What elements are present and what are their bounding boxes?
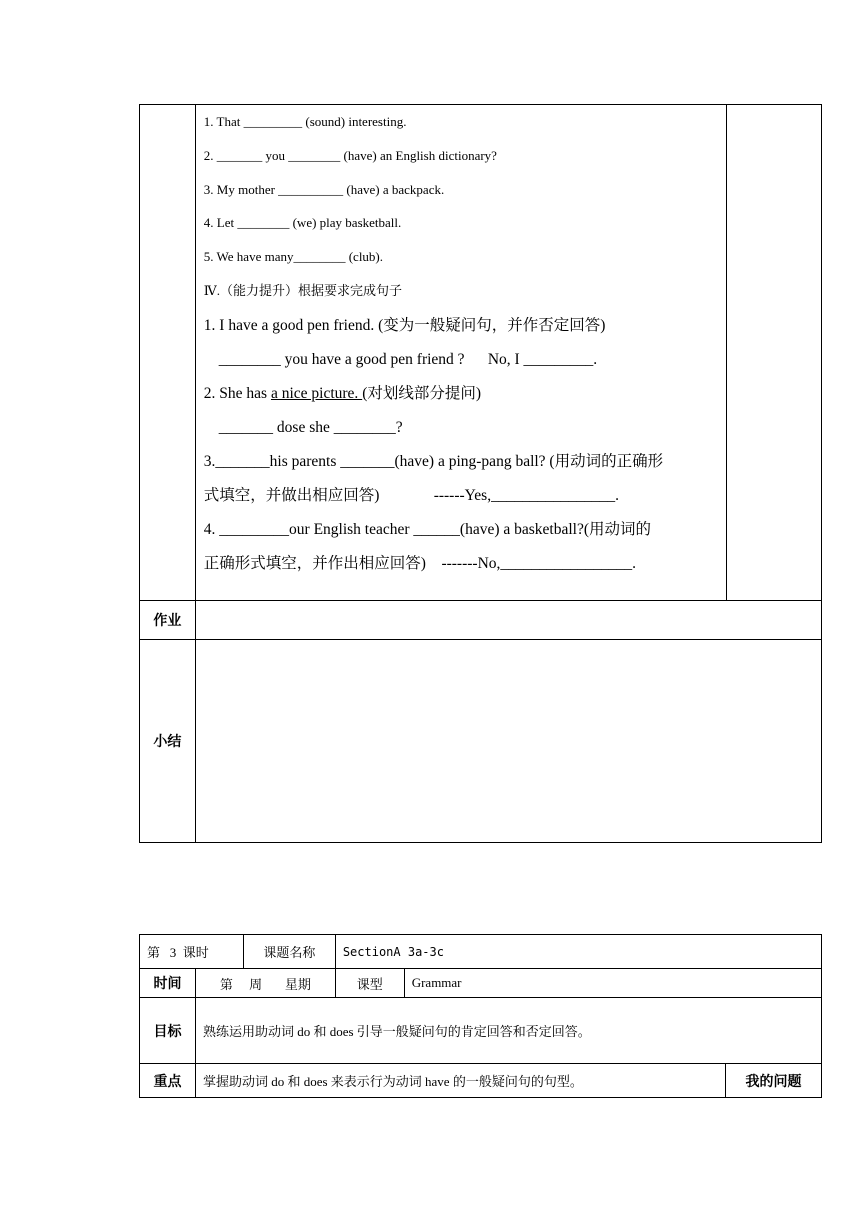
blank-label-cell bbox=[140, 105, 196, 601]
my-question-label: 我的问题 bbox=[726, 1064, 822, 1098]
exercise-cell bbox=[195, 105, 727, 601]
summary-label: 小结 bbox=[140, 640, 196, 843]
period-cell: 第 3 课时 bbox=[140, 935, 244, 969]
question-3-line-1: 3._______his parents _______(have) a ping-pang ball? (用动词的正确形 bbox=[203, 452, 664, 470]
question-4-line-1: 4. _________our English teacher ______(have) a basketball?(用动词的 bbox=[203, 520, 652, 538]
question-1: 1. I have a good pen friend. (变为一般疑问句，并作否定回答) bbox=[203, 316, 606, 334]
exercise-item-5: 5. We have many________ (club). bbox=[203, 249, 384, 265]
exercise-item-2: 2. _______ you ________ (have) an English dictionary? bbox=[203, 147, 497, 163]
time-label: 时间 bbox=[140, 969, 196, 998]
summary-content bbox=[195, 640, 821, 843]
type-value: Grammar bbox=[404, 969, 821, 998]
goal-label: 目标 bbox=[140, 998, 196, 1064]
underlined-phrase: a nice picture. bbox=[270, 384, 363, 402]
question-2-instruction: (对划线部分提问) bbox=[362, 384, 482, 402]
question-2-answer: _______ dose she ________? bbox=[218, 418, 403, 436]
notes-cell bbox=[727, 105, 822, 601]
question-1-answer: ________ you have a good pen friend ? No, I _________. bbox=[218, 350, 598, 368]
section-heading: Ⅳ.（能力提升）根据要求完成句子 bbox=[203, 282, 403, 298]
exercise-item-1: 1. That _________ (sound) interesting. bbox=[203, 114, 407, 129]
topic-label: 课题名称 bbox=[243, 935, 335, 969]
topic-value: SectionA 3a-3c bbox=[335, 935, 821, 969]
homework-label: 作业 bbox=[140, 601, 196, 640]
question-4-line-2: 正确形式填空，并作出相应回答) -------No,_________________. bbox=[203, 554, 637, 572]
question-2 bbox=[204, 384, 719, 418]
worksheet-table-top bbox=[139, 104, 822, 843]
focus-value: 掌握助动词 do 和 does 来表示行为动词 have 的一般疑问句的句型。 bbox=[195, 1064, 725, 1098]
question-2-text: 2. She has bbox=[203, 384, 271, 402]
lesson-info-table bbox=[139, 934, 822, 1098]
goal-value: 熟练运用助动词 do 和 does 引导一般疑问句的肯定回答和否定回答。 bbox=[195, 998, 821, 1064]
exercise-item-4: 4. Let ________ (we) play basketball. bbox=[203, 215, 402, 231]
homework-content bbox=[195, 601, 821, 640]
time-value: 第 周 星期 bbox=[195, 969, 335, 998]
question-3-line-2: 式填空，并做出相应回答) ------Yes,________________. bbox=[203, 486, 619, 504]
type-label: 课型 bbox=[335, 969, 404, 998]
focus-label: 重点 bbox=[140, 1064, 196, 1098]
exercise-item-3: 3. My mother __________ (have) a backpack. bbox=[203, 181, 445, 197]
